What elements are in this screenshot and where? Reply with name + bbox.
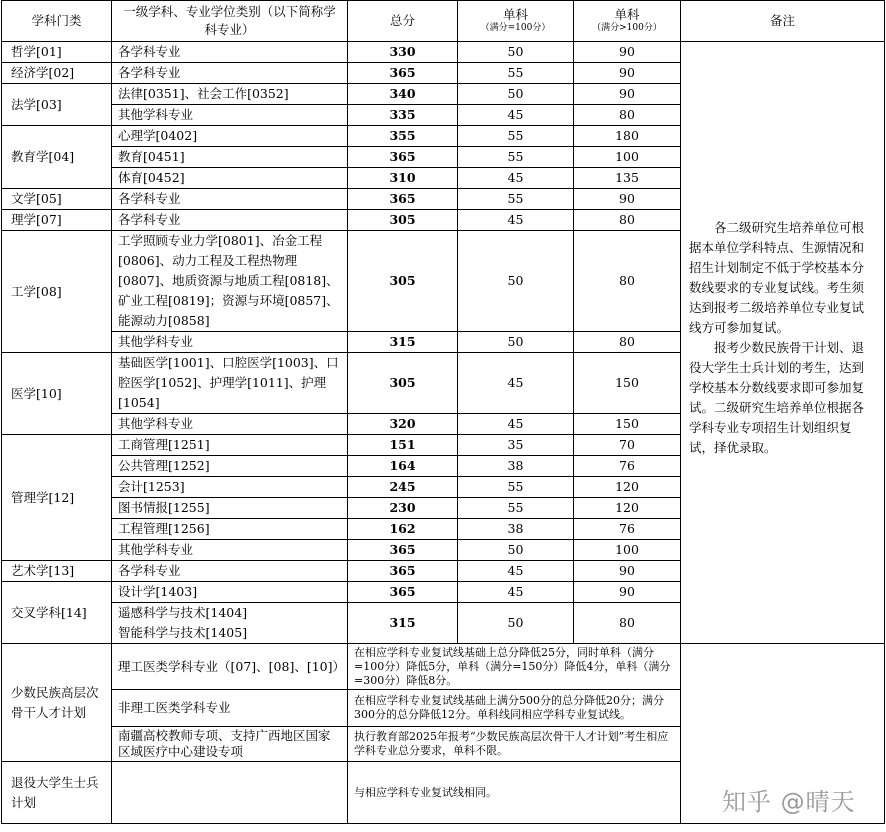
- total-cell: 151: [348, 435, 458, 456]
- single-100-cell: 55: [458, 189, 574, 210]
- single-100-cell: 55: [458, 126, 574, 147]
- single-100-cell: 50: [458, 231, 574, 332]
- total-cell: 330: [348, 42, 458, 63]
- single-100-cell: 50: [458, 42, 574, 63]
- single-over-100-cell: 135: [574, 168, 681, 189]
- single-100-cell: 50: [458, 603, 574, 644]
- major-cell: 法律[0351]、社会工作[0352]: [112, 84, 348, 105]
- policy-major-cell: [112, 762, 348, 824]
- single-over-100-cell: 70: [574, 435, 681, 456]
- major-cell: 会计[1253]: [112, 477, 348, 498]
- single-over-100-cell: 150: [574, 414, 681, 435]
- total-cell: 230: [348, 498, 458, 519]
- header-single-over-100: [574, 1, 681, 42]
- policy-major-cell: 南疆高校教师专项、支持广西地区国家区域医疗中心建设专项: [112, 727, 348, 762]
- major-cell: 工商管理[1251]: [112, 435, 348, 456]
- single-100-cell: 45: [458, 105, 574, 126]
- policy-rule-cell: 执行教育部2025年报考“少数民族高层次骨干人才计划”考生相应学科专业总分要求，单科不限。: [348, 727, 681, 762]
- category-cell: 理学[07]: [2, 210, 112, 231]
- header-single-over-100-sub: （满分>100分）: [592, 23, 662, 33]
- single-100-cell: 45: [458, 210, 574, 231]
- major-cell: 其他学科专业: [112, 332, 348, 353]
- single-over-100-cell: 80: [574, 105, 681, 126]
- major-cell: 其他学科专业: [112, 414, 348, 435]
- policy-major-cell: 非理工医类学科专业: [112, 690, 348, 727]
- single-over-100-cell: 120: [574, 477, 681, 498]
- single-over-100-cell: 90: [574, 42, 681, 63]
- single-100-cell: 38: [458, 456, 574, 477]
- total-cell: 164: [348, 456, 458, 477]
- category-cell: 文学[05]: [2, 189, 112, 210]
- score-table: [1, 0, 885, 824]
- total-cell: 320: [348, 414, 458, 435]
- major-cell: 各学科专业: [112, 561, 348, 582]
- remarks-cell: [681, 42, 885, 644]
- single-over-100-cell: 100: [574, 147, 681, 168]
- major-cell: 心理学[0402]: [112, 126, 348, 147]
- header-remarks: 备注: [681, 1, 885, 42]
- single-over-100-cell: 76: [574, 456, 681, 477]
- single-over-100-cell: 180: [574, 126, 681, 147]
- major-cell: [112, 603, 348, 644]
- total-cell: 305: [348, 210, 458, 231]
- single-over-100-cell: 90: [574, 84, 681, 105]
- single-100-cell: 38: [458, 519, 574, 540]
- remarks-paragraph-1: 各二级研究生培养单位可根据本单位学科特点、生源情况和招生计划制定不低于学校基本分数线要求的专业复试线。考生须达到报考二级培养单位专业复试线方可参加复试。: [689, 219, 865, 335]
- total-cell: 340: [348, 84, 458, 105]
- single-100-cell: 45: [458, 353, 574, 414]
- category-cell: 经济学[02]: [2, 63, 112, 84]
- single-100-cell: 55: [458, 63, 574, 84]
- single-over-100-cell: 150: [574, 353, 681, 414]
- policy-major-cell: 理工医类学科专业（[07]、[08]、[10]）: [112, 644, 348, 690]
- total-cell: 310: [348, 168, 458, 189]
- table-header-row: [2, 1, 885, 42]
- single-100-cell: 55: [458, 477, 574, 498]
- category-cell: 管理学[12]: [2, 435, 112, 561]
- single-over-100-cell: 80: [574, 231, 681, 332]
- single-100-cell: 50: [458, 540, 574, 561]
- header-major: 一级学科、专业学位类别（以下简称学科专业）: [112, 1, 348, 42]
- major-cell: 各学科专业: [112, 42, 348, 63]
- total-cell: 315: [348, 603, 458, 644]
- major-cell: 各学科专业: [112, 210, 348, 231]
- major-line-1: 遥感科学与技术[1404]: [118, 605, 248, 620]
- category-cell: 教育学[04]: [2, 126, 112, 189]
- policy-category-cell: 少数民族高层次骨干人才计划: [2, 644, 112, 762]
- total-cell: 162: [348, 519, 458, 540]
- category-cell: 交叉学科[14]: [2, 582, 112, 644]
- major-cell: 公共管理[1252]: [112, 456, 348, 477]
- remarks-paragraph-2: 报考少数民族骨干计划、退役大学生士兵计划的考生，达到学校基本分数线要求即可参加复试。二级研究生培养单位根据各学科专业专项招生计划组织复试，择优录取。: [689, 339, 865, 455]
- major-cell: 工程管理[1256]: [112, 519, 348, 540]
- major-cell: 基础医学[1001]、口腔医学[1003]、口腔医学[1052]、护理学[1011]、护理[1054]: [112, 353, 348, 414]
- category-cell: 工学[08]: [2, 231, 112, 353]
- single-100-cell: 45: [458, 168, 574, 189]
- single-100-cell: 45: [458, 561, 574, 582]
- category-cell: 医学[10]: [2, 353, 112, 435]
- major-cell: 图书情报[1255]: [112, 498, 348, 519]
- header-single-100-sub: （满分=100分）: [480, 23, 551, 33]
- single-100-cell: 45: [458, 582, 574, 603]
- single-over-100-cell: 80: [574, 603, 681, 644]
- total-cell: 365: [348, 63, 458, 84]
- major-cell: 工学照顾专业力学[0801]、冶金工程[0806]、动力工程及工程热物理[0807]、地质资源与地质工程[0818]、矿业工程[0819]；资源与环境[0857]、能源动力[0858]: [112, 231, 348, 332]
- category-cell: 艺术学[13]: [2, 561, 112, 582]
- major-cell: 教育[0451]: [112, 147, 348, 168]
- single-100-cell: 50: [458, 84, 574, 105]
- single-100-cell: 55: [458, 498, 574, 519]
- header-single-over-100-label: 单科: [614, 7, 640, 22]
- single-over-100-cell: 100: [574, 540, 681, 561]
- single-100-cell: 35: [458, 435, 574, 456]
- header-total: 总分: [348, 1, 458, 42]
- total-cell: 305: [348, 231, 458, 332]
- single-over-100-cell: 120: [574, 498, 681, 519]
- header-category: 学科门类: [2, 1, 112, 42]
- header-single-100-label: 单科: [502, 7, 528, 22]
- policy-rule-cell: 在相应学科专业复试线基础上总分降低25分，同时单科（满分=100分）降低5分，单科（满分=150分）降低4分，单科（满分=300分）降低8分。: [348, 644, 681, 690]
- category-cell: 法学[03]: [2, 84, 112, 126]
- policy-rule-cell: 与相应学科专业复试线相同。: [348, 762, 681, 824]
- total-cell: 365: [348, 189, 458, 210]
- single-over-100-cell: 90: [574, 561, 681, 582]
- single-100-cell: 50: [458, 332, 574, 353]
- major-cell: 设计学[1403]: [112, 582, 348, 603]
- total-cell: 365: [348, 561, 458, 582]
- single-100-cell: 55: [458, 147, 574, 168]
- single-over-100-cell: 80: [574, 210, 681, 231]
- major-cell: 其他学科专业: [112, 540, 348, 561]
- major-cell: 体育[0452]: [112, 168, 348, 189]
- total-cell: 305: [348, 353, 458, 414]
- category-cell: 哲学[01]: [2, 42, 112, 63]
- header-single-100: [458, 1, 574, 42]
- total-cell: 365: [348, 147, 458, 168]
- major-cell: 各学科专业: [112, 189, 348, 210]
- total-cell: 335: [348, 105, 458, 126]
- major-cell: 其他学科专业: [112, 105, 348, 126]
- total-cell: 365: [348, 582, 458, 603]
- single-over-100-cell: 90: [574, 189, 681, 210]
- total-cell: 245: [348, 477, 458, 498]
- total-cell: 365: [348, 540, 458, 561]
- policy-category-cell: 退役大学生士兵计划: [2, 762, 112, 824]
- single-over-100-cell: 90: [574, 582, 681, 603]
- major-line-2: 智能科学与技术[1405]: [118, 625, 248, 640]
- single-100-cell: 45: [458, 414, 574, 435]
- policy-row: [2, 644, 885, 690]
- total-cell: 355: [348, 126, 458, 147]
- single-over-100-cell: 76: [574, 519, 681, 540]
- single-over-100-cell: 80: [574, 332, 681, 353]
- single-over-100-cell: 90: [574, 63, 681, 84]
- watermark: 知乎 @晴天: [722, 788, 856, 816]
- major-cell: 各学科专业: [112, 63, 348, 84]
- policy-rule-cell: 在相应学科专业复试线基础上满分500分的总分降低20分；满分300分的总分降低12分。单科线同相应学科专业复试线。: [348, 690, 681, 727]
- total-cell: 315: [348, 332, 458, 353]
- table-row: [2, 42, 885, 63]
